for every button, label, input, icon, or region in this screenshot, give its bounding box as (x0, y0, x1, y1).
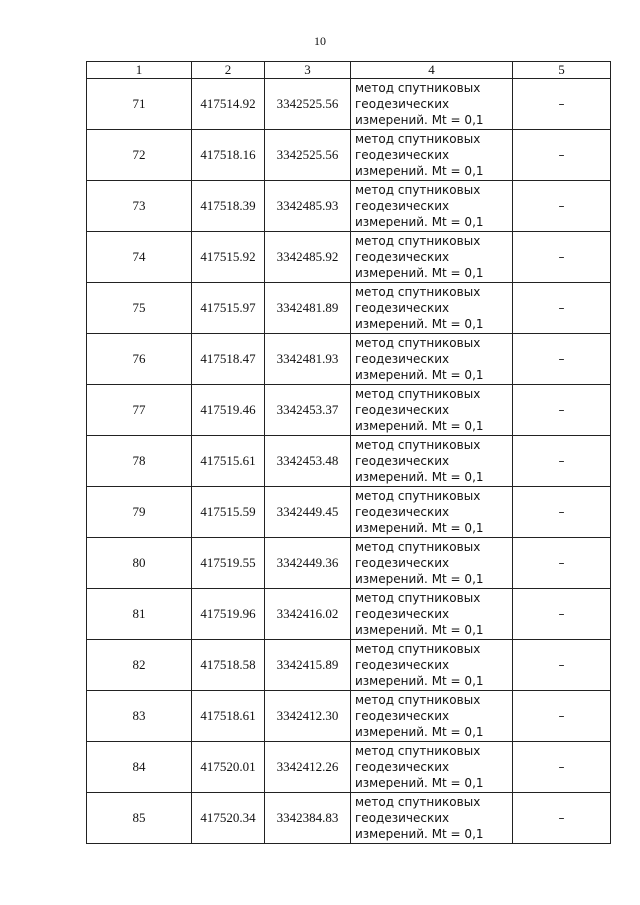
method-cell (351, 640, 513, 691)
y-coordinate-cell: 3342415.89 (265, 640, 351, 691)
table-row (87, 589, 611, 640)
dash-mark: – (558, 658, 565, 672)
method-line: геодезических (355, 454, 450, 468)
table-row (87, 487, 611, 538)
table-row (87, 385, 611, 436)
point-number-cell: 75 (87, 283, 192, 334)
method-line: измерений. Mt = 0,1 (355, 470, 484, 484)
x-coordinate-cell: 417518.47 (192, 334, 265, 385)
table-body (87, 62, 611, 844)
note-cell (513, 487, 611, 538)
method-line: геодезических (355, 607, 450, 621)
note-cell (513, 589, 611, 640)
method-line: геодезических (355, 403, 450, 417)
y-coordinate-cell: 3342453.37 (265, 385, 351, 436)
coordinates-table (86, 61, 611, 844)
dash-mark: – (558, 403, 565, 417)
dash-mark: – (558, 148, 565, 162)
method-line: метод спутниковых (355, 336, 481, 350)
dash-mark: – (558, 709, 565, 723)
method-line: метод спутниковых (355, 81, 481, 95)
note-cell (513, 283, 611, 334)
x-coordinate-cell: 417518.39 (192, 181, 265, 232)
method-line: метод спутниковых (355, 795, 481, 809)
note-cell (513, 181, 611, 232)
method-line: измерений. Mt = 0,1 (355, 776, 484, 790)
method-line: измерений. Mt = 0,1 (355, 623, 484, 637)
note-cell (513, 538, 611, 589)
x-coordinate-cell: 417518.16 (192, 130, 265, 181)
method-line: измерений. Mt = 0,1 (355, 266, 484, 280)
method-line: измерений. Mt = 0,1 (355, 827, 484, 841)
x-coordinate-cell: 417518.61 (192, 691, 265, 742)
point-number-cell: 84 (87, 742, 192, 793)
table-row (87, 283, 611, 334)
method-line: измерений. Mt = 0,1 (355, 521, 484, 535)
method-line: метод спутниковых (355, 438, 481, 452)
method-line: измерений. Mt = 0,1 (355, 368, 484, 382)
dash-mark: – (558, 199, 565, 213)
note-cell (513, 79, 611, 130)
dash-mark: – (558, 454, 565, 468)
x-coordinate-cell: 417520.01 (192, 742, 265, 793)
table-row (87, 130, 611, 181)
method-cell (351, 79, 513, 130)
table-row (87, 691, 611, 742)
x-coordinate-cell: 417514.92 (192, 79, 265, 130)
y-coordinate-cell: 3342416.02 (265, 589, 351, 640)
point-number-cell: 82 (87, 640, 192, 691)
point-number-cell: 73 (87, 181, 192, 232)
note-cell (513, 334, 611, 385)
x-coordinate-cell: 417520.34 (192, 793, 265, 844)
method-cell (351, 181, 513, 232)
method-cell (351, 385, 513, 436)
method-line: измерений. Mt = 0,1 (355, 725, 484, 739)
method-line: геодезических (355, 352, 450, 366)
point-number-cell: 76 (87, 334, 192, 385)
header-col-3: 3 (265, 62, 351, 79)
method-line: метод спутниковых (355, 234, 481, 248)
method-cell (351, 793, 513, 844)
method-line: метод спутниковых (355, 183, 481, 197)
table-row (87, 793, 611, 844)
note-cell (513, 742, 611, 793)
method-line: геодезических (355, 148, 450, 162)
y-coordinate-cell: 3342481.93 (265, 334, 351, 385)
y-coordinate-cell: 3342453.48 (265, 436, 351, 487)
method-line: измерений. Mt = 0,1 (355, 215, 484, 229)
method-cell (351, 334, 513, 385)
method-line: метод спутниковых (355, 693, 481, 707)
table-row (87, 181, 611, 232)
x-coordinate-cell: 417519.96 (192, 589, 265, 640)
method-cell (351, 589, 513, 640)
method-line: измерений. Mt = 0,1 (355, 164, 484, 178)
method-line: метод спутниковых (355, 744, 481, 758)
point-number-cell: 79 (87, 487, 192, 538)
y-coordinate-cell: 3342481.89 (265, 283, 351, 334)
note-cell (513, 691, 611, 742)
note-cell (513, 232, 611, 283)
method-line: метод спутниковых (355, 387, 481, 401)
method-line: геодезических (355, 199, 450, 213)
dash-mark: – (558, 250, 565, 264)
table-row (87, 742, 611, 793)
point-number-cell: 74 (87, 232, 192, 283)
method-line: геодезических (355, 760, 450, 774)
x-coordinate-cell: 417518.58 (192, 640, 265, 691)
method-line: метод спутниковых (355, 489, 481, 503)
method-line: геодезических (355, 658, 450, 672)
method-cell (351, 436, 513, 487)
method-cell (351, 283, 513, 334)
table-header-row (87, 62, 611, 79)
table-row (87, 232, 611, 283)
point-number-cell: 78 (87, 436, 192, 487)
table-row (87, 79, 611, 130)
method-cell (351, 487, 513, 538)
point-number-cell: 71 (87, 79, 192, 130)
table-row (87, 436, 611, 487)
header-col-2: 2 (192, 62, 265, 79)
note-cell (513, 130, 611, 181)
y-coordinate-cell: 3342412.26 (265, 742, 351, 793)
method-line: геодезических (355, 505, 450, 519)
method-line: геодезических (355, 709, 450, 723)
x-coordinate-cell: 417519.46 (192, 385, 265, 436)
dash-mark: – (558, 97, 565, 111)
dash-mark: – (558, 760, 565, 774)
table-row (87, 538, 611, 589)
y-coordinate-cell: 3342485.93 (265, 181, 351, 232)
method-line: геодезических (355, 556, 450, 570)
y-coordinate-cell: 3342384.83 (265, 793, 351, 844)
x-coordinate-cell: 417519.55 (192, 538, 265, 589)
method-line: измерений. Mt = 0,1 (355, 317, 484, 331)
method-line: измерений. Mt = 0,1 (355, 674, 484, 688)
point-number-cell: 72 (87, 130, 192, 181)
note-cell (513, 436, 611, 487)
y-coordinate-cell: 3342525.56 (265, 79, 351, 130)
method-line: геодезических (355, 811, 450, 825)
header-col-1: 1 (87, 62, 192, 79)
y-coordinate-cell: 3342449.45 (265, 487, 351, 538)
method-cell (351, 538, 513, 589)
table-row (87, 640, 611, 691)
y-coordinate-cell: 3342485.92 (265, 232, 351, 283)
note-cell (513, 385, 611, 436)
point-number-cell: 80 (87, 538, 192, 589)
method-line: геодезических (355, 301, 450, 315)
method-line: геодезических (355, 97, 450, 111)
method-cell (351, 742, 513, 793)
point-number-cell: 83 (87, 691, 192, 742)
point-number-cell: 85 (87, 793, 192, 844)
method-line: измерений. Mt = 0,1 (355, 419, 484, 433)
header-col-4: 4 (351, 62, 513, 79)
note-cell (513, 640, 611, 691)
note-cell (513, 793, 611, 844)
method-line: измерений. Mt = 0,1 (355, 572, 484, 586)
method-cell (351, 130, 513, 181)
dash-mark: – (558, 352, 565, 366)
table-row (87, 334, 611, 385)
method-line: метод спутниковых (355, 591, 481, 605)
y-coordinate-cell: 3342412.30 (265, 691, 351, 742)
point-number-cell: 77 (87, 385, 192, 436)
x-coordinate-cell: 417515.59 (192, 487, 265, 538)
point-number-cell: 81 (87, 589, 192, 640)
page-number: 10 (314, 34, 326, 48)
dash-mark: – (558, 301, 565, 315)
x-coordinate-cell: 417515.61 (192, 436, 265, 487)
x-coordinate-cell: 417515.92 (192, 232, 265, 283)
method-cell (351, 691, 513, 742)
method-line: метод спутниковых (355, 642, 481, 656)
method-line: метод спутниковых (355, 285, 481, 299)
x-coordinate-cell: 417515.97 (192, 283, 265, 334)
header-col-5: 5 (513, 62, 611, 79)
y-coordinate-cell: 3342525.56 (265, 130, 351, 181)
y-coordinate-cell: 3342449.36 (265, 538, 351, 589)
method-line: метод спутниковых (355, 132, 481, 146)
dash-mark: – (558, 607, 565, 621)
dash-mark: – (558, 556, 565, 570)
method-line: геодезических (355, 250, 450, 264)
dash-mark: – (558, 505, 565, 519)
method-line: измерений. Mt = 0,1 (355, 113, 484, 127)
method-cell (351, 232, 513, 283)
method-line: метод спутниковых (355, 540, 481, 554)
dash-mark: – (558, 811, 565, 825)
